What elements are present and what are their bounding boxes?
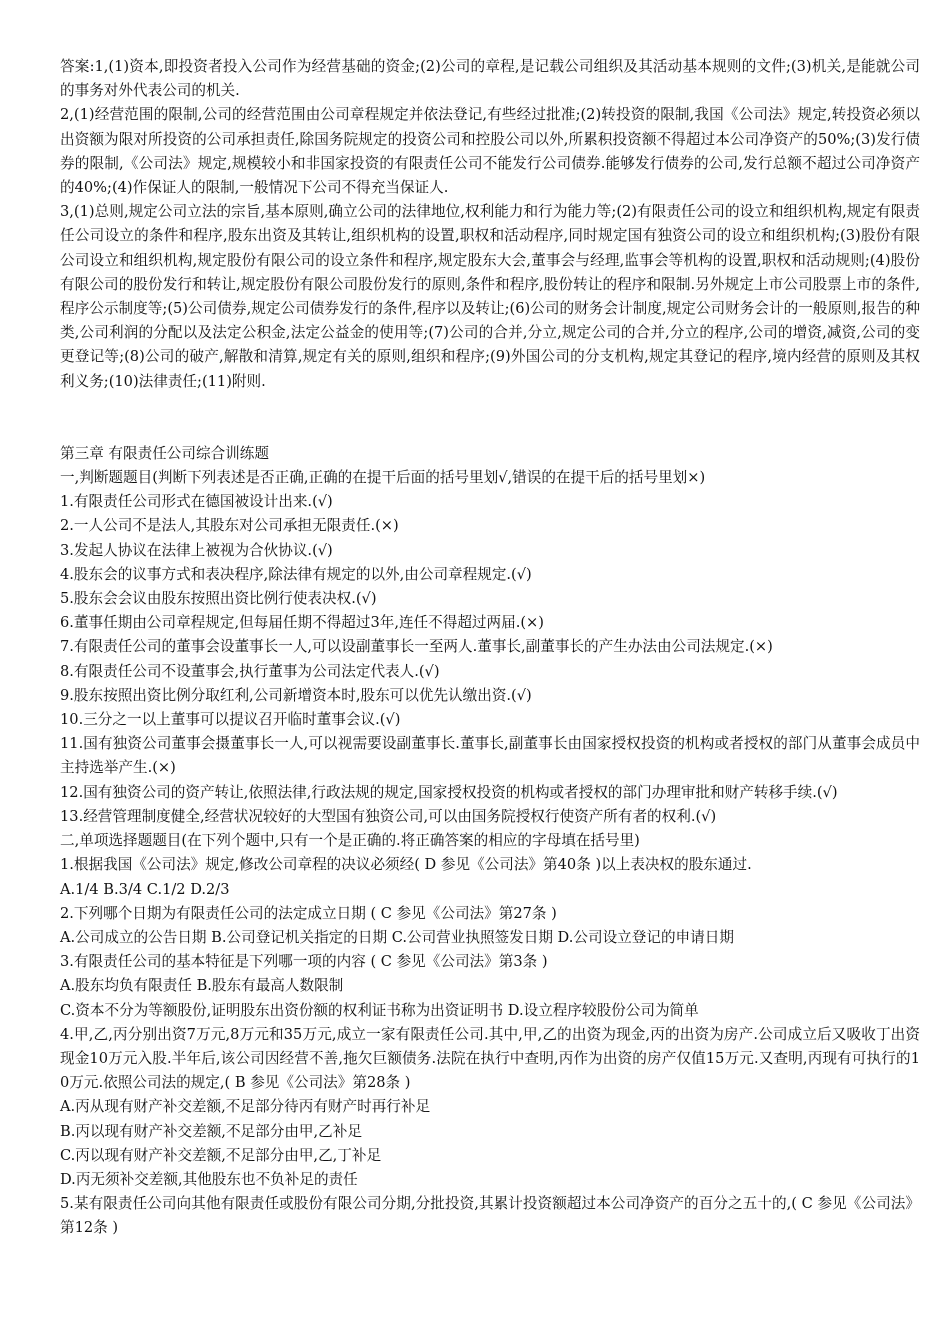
choice-options-line: A.丙从现有财产补交差额,不足部分待丙有财产时再行补足 xyxy=(60,1098,431,1116)
true-false-item: 7.有限责任公司的董事会设董事长一人,可以设副董事长一至两人.董事长,副董事长的产生办法由公司法规定.(×) xyxy=(60,638,773,656)
choice-question-line: 3.有限责任公司的基本特征是下列哪一项的内容 ( C 参见《公司法》第3条 ) xyxy=(60,953,548,971)
true-false-item: 13.经营管理制度健全,经营状况较好的大型国有独资公司,可以由国务院授权行使资产所有者的权利.(√) xyxy=(60,807,717,825)
true-false-item: 5.股东会会议由股东按照出资比例行使表决权.(√) xyxy=(60,590,377,608)
choice-question-line: 1.根据我国《公司法》规定,修改公司章程的决议必须经( D 参见《公司法》第40条 )以上表决权的股东通过. xyxy=(60,856,752,874)
true-false-item: 8.有限责任公司不设董事会,执行董事为公司法定代表人.(√) xyxy=(60,662,440,680)
section-heading-single-choice: 二,单项选择题题目(在下列个题中,只有一个是正确的.将正确答案的相应的字母填在括号里) xyxy=(60,832,640,850)
choice-options-line: A.1/4 B.3/4 C.1/2 D.2/3 xyxy=(60,880,230,898)
chapter-title: 第三章 有限责任公司综合训练题 xyxy=(60,444,269,462)
true-false-item: 12.国有独资公司的资产转让,依照法律,行政法规的规定,国家授权投资的机构或者授权的部门办理审批和财产转移手续.(√) xyxy=(60,783,838,801)
answer-paragraph-3: 3,(1)总则,规定公司立法的宗旨,基本原则,确立公司的法律地位,权利能力和行为能力等;(2)有限责任公司的设立和组织机构,规定有限责任公司设立的条件和程序,股东出资及其转让,组织机构的设置,职权和活动程序,同时规定国有独资公司的设立和组织机构;(3)股份有限公司设立和组织机构,规定股份有限公司的设立条件和程序,规定股东大会,董事会与经理,监事会等机构的设置,职权和活动规则;(4)股份有限公司的股份发行和转让,规定股份有限公司股份发行的原则,条件和程序,股份转让的程序和限制.另外规定上市公司股票上市的条件,程序公示制度等;(5)公司债券,规定公司债券发行的条件,程序以及转让;(6)公司的财务会计制度,规定公司财务会计的一般原则,报告的种类,公司利润的分配以及法定公积金,法定公益金的使用等;(7)公司的合并,分立,规定公司的合并,分立的程序,公司的增资,减资,公司的变更登记等;(8)公司的破产,解散和清算,规定有关的原则,组织和程序;(9)外国公司的分支机构,规定其登记的程序,境内经营的原则及其权利义务;(10)法律责任;(11)附则. xyxy=(60,203,920,390)
choice-options-line: B.丙以现有财产补交差额,不足部分由甲,乙补足 xyxy=(60,1122,362,1140)
true-false-item: 11.国有独资公司董事会摄董事长一人,可以视需要设副董事长.董事长,副董事长由国家授权投资的机构或者授权的部门从董事会成员中主持选举产生.(×) xyxy=(60,735,920,777)
true-false-item: 10.三分之一以上董事可以提议召开临时董事会议.(√) xyxy=(60,711,401,729)
answer-paragraph-1: 答案:1,(1)资本,即投资者投入公司作为经营基础的资金;(2)公司的章程,是记载公司组织及其活动基本规则的文件;(3)机关,是能就公司的事务对外代表公司的机关. xyxy=(60,58,920,100)
true-false-item: 2.一人公司不是法人,其股东对公司承担无限责任.(×) xyxy=(60,517,399,535)
choice-options-line: D.丙无须补交差额,其他股东也不负补足的责任 xyxy=(60,1170,358,1188)
true-false-item: 1.有限责任公司形式在德国被设计出来.(√) xyxy=(60,493,333,511)
choice-question-line: 2.下列哪个日期为有限责任公司的法定成立日期 ( C 参见《公司法》第27条 ) xyxy=(60,904,557,922)
choice-options-line: A.公司成立的公告日期 B.公司登记机关指定的日期 C.公司营业执照签发日期 D.公司设立登记的申请日期 xyxy=(60,928,734,946)
section-heading-true-false: 一,判断题题目(判断下列表述是否正确,正确的在提干后面的括号里划√,错误的在提干后的括号里划×) xyxy=(60,469,706,487)
true-false-item: 4.股东会的议事方式和表决程序,除法律有规定的以外,由公司章程规定.(√) xyxy=(60,565,532,583)
choice-options-line: C.资本不分为等额股份,证明股东出资份额的权利证书称为出资证明书 D.设立程序较股份公司为简单 xyxy=(60,1001,699,1019)
true-false-item: 3.发起人协议在法律上被视为合伙协议.(√) xyxy=(60,541,333,559)
choice-question-line: 4.甲,乙,丙分别出资7万元,8万元和35万元,成立一家有限责任公司.其中,甲,乙的出资为现金,丙的出资为房产.公司成立后又吸收丁出资现金10万元入股.半年后,该公司因经营不善,拖欠巨额债务.法院在执行中查明,丙作为出资的房产仅值15万元.又查明,丙现有可执行的10万元.依照公司法的规定,( B 参见《公司法》第28条 ) xyxy=(60,1025,920,1092)
true-false-item: 6.董事任期由公司章程规定,但每届任期不得超过3年,连任不得超过两届.(×) xyxy=(60,614,544,632)
choice-question-line: 5.某有限责任公司向其他有限责任或股份有限公司分期,分批投资,其累计投资额超过本公司净资产的百分之五十的,( C 参见《公司法》第12条 ) xyxy=(60,1195,920,1237)
answer-paragraph-2: 2,(1)经营范围的限制,公司的经营范围由公司章程规定并依法登记,有些经过批准;(2)转投资的限制,我国《公司法》规定,转投资必须以出资额为限对所投资的公司承担责任,除国务院规定的投资公司和控股公司以外,所累积投资额不得超过本公司净资产的50%;(3)发行债券的限制,《公司法》规定,规模较小和非国家投资的有限责任公司不能发行公司债券.能够发行债券的公司,发行总额不超过公司净资产的40%;(4)作保证人的限制,一般情况下公司不得充当保证人. xyxy=(60,106,920,197)
true-false-item: 9.股东按照出资比例分取红利,公司新增资本时,股东可以优先认缴出资.(√) xyxy=(60,686,532,704)
choice-options-line: C.丙以现有财产补交差额,不足部分由甲,乙,丁补足 xyxy=(60,1146,382,1164)
choice-options-line: A.股东均负有限责任 B.股东有最高人数限制 xyxy=(60,977,344,995)
paragraph-gap xyxy=(60,394,920,442)
